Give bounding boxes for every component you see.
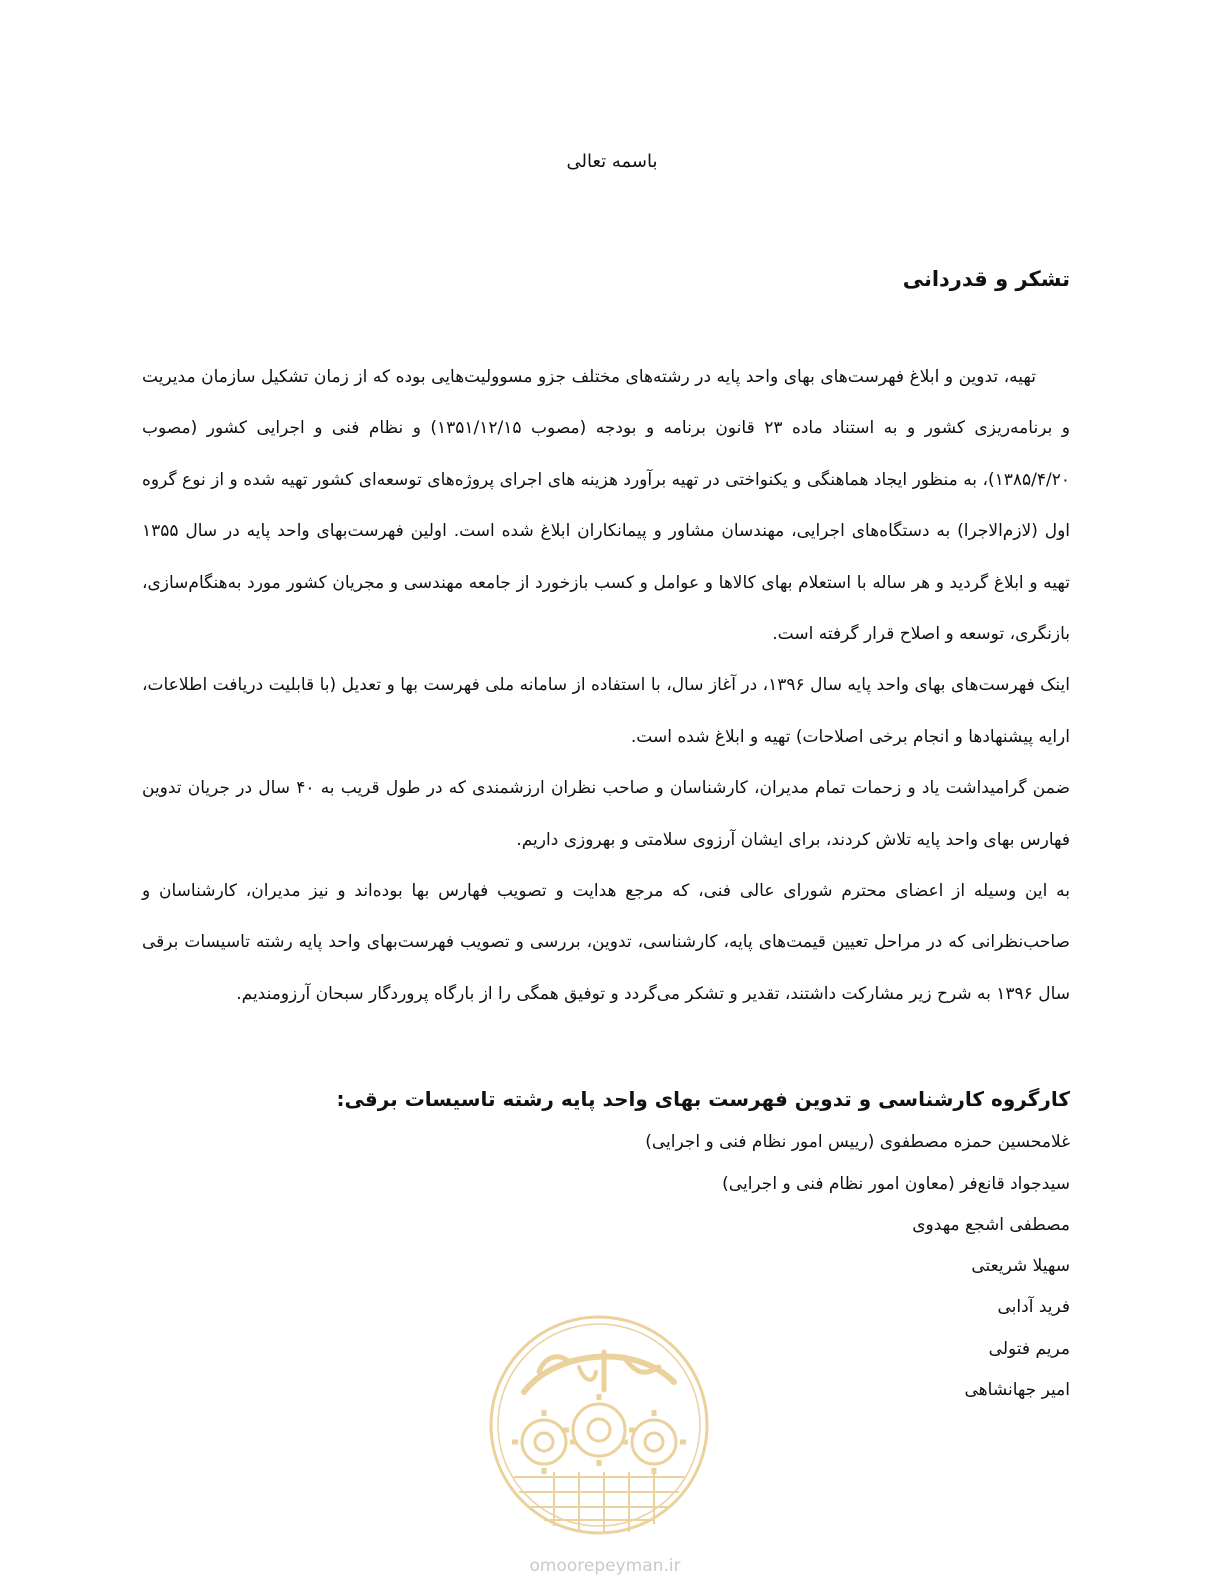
team-heading: کارگروه کارشناسی و تدوین فهرست بهای واحد پایه رشته تاسیسات برقی: bbox=[336, 1087, 1070, 1112]
member-item: مریم فتولی bbox=[988, 1338, 1070, 1359]
member-item: غلامحسین حمزه مصطفوی (رییس امور نظام فنی و اجرایی) bbox=[645, 1132, 1070, 1153]
acknowledgment-heading: تشکر و قدردانی bbox=[902, 267, 1070, 291]
acknowledgment-body bbox=[142, 352, 1070, 1020]
member-item: امیر جهانشاهی bbox=[964, 1380, 1070, 1401]
paragraph-1: تهیه، تدوین و ابلاغ فهرست‌های بهای واحد پایه در رشته‌های مختلف جزو مسوولیت‌هایی بوده که از زمان تشکیل سازمان مدیریت و برنامه‌ریزی کشور و به استناد ماده ۲۳ قانون برنامه و بودجه (مصوب ۱۳۵۱/۱۲/۱۵) و نظام فنی و اجرایی کشور (مصوب ۱۳۸۵/۴/۲۰)، به منظور ایجاد هماهنگی و یکنواختی در تهیه برآورد هزینه های اجرای پروژه‌های توسعه‌ای کشور تهیه شده و از نوع گروه اول (لازم‌الاجرا) به دستگاه‌های اجرایی، مهندسان مشاور و پیمانکاران ابلاغ شده است. اولین فهرست‌بهای واحد پایه در سال ۱۳۵۵ تهیه و ابلاغ گردید و هر ساله با استعلام بهای کالاها و عوامل و کسب بازخورد از جامعه مهندسی و مجریان کشور مورد به‌هنگام‌سازی، بازنگری، توسعه و اصلاح قرار گرفته است. bbox=[142, 367, 1070, 645]
paragraph-2: اینک فهرست‌های بهای واحد پایه سال ۱۳۹۶، در آغاز سال، با استفاده از سامانه ملی فهرست بها و تعدیل (با قابلیت دریافت اطلاعات، ارایه پیشنهادها و انجام برخی اصلاحات) تهیه و ابلاغ شده است. bbox=[142, 675, 1070, 747]
invocation-line: باسمه تعالی bbox=[566, 151, 658, 172]
omoore-peyman-seal-icon bbox=[484, 1312, 714, 1538]
member-item: فرید آدابی bbox=[997, 1297, 1070, 1318]
member-item: مصطفی اشجع مهدوی bbox=[912, 1214, 1070, 1235]
paragraph-4: به این وسیله از اعضای محترم شورای عالی فنی، که مرجع هدایت و تصویب فهارس بها بوده‌اند و نیز مدیران، کارشناسان و صاحب‌نظرانی که در مراحل تعیین قیمت‌های پایه، کارشناسی، تدوین، بررسی و تصویب فهرست‌بهای واحد پایه رشته تاسیسات برقی سال ۱۳۹۶ به شرح زیر مشارکت داشتند، تقدیر و تشکر می‌گردد و توفیق همگی را از بارگاه پروردگار سبحان آرزومندیم. bbox=[142, 881, 1070, 1004]
document-content bbox=[142, 262, 1070, 1411]
member-item: سهیلا شریعتی bbox=[971, 1256, 1070, 1277]
member-item: سیدجواد قانع‌فر (معاون امور نظام فنی و اجرایی) bbox=[722, 1173, 1070, 1194]
watermark-url: omoorepeyman.ir bbox=[529, 1556, 681, 1576]
paragraph-3: ضمن گرامیداشت یاد و زحمات تمام مدیران، کارشناسان و صاحب نظران ارزشمندی که در طول قریب به ۴۰ سال در جریان تدوین فهارس بهای واحد پایه تلاش کردند، برای ایشان آرزوی سلامتی و بهروزی داریم. bbox=[142, 778, 1070, 850]
